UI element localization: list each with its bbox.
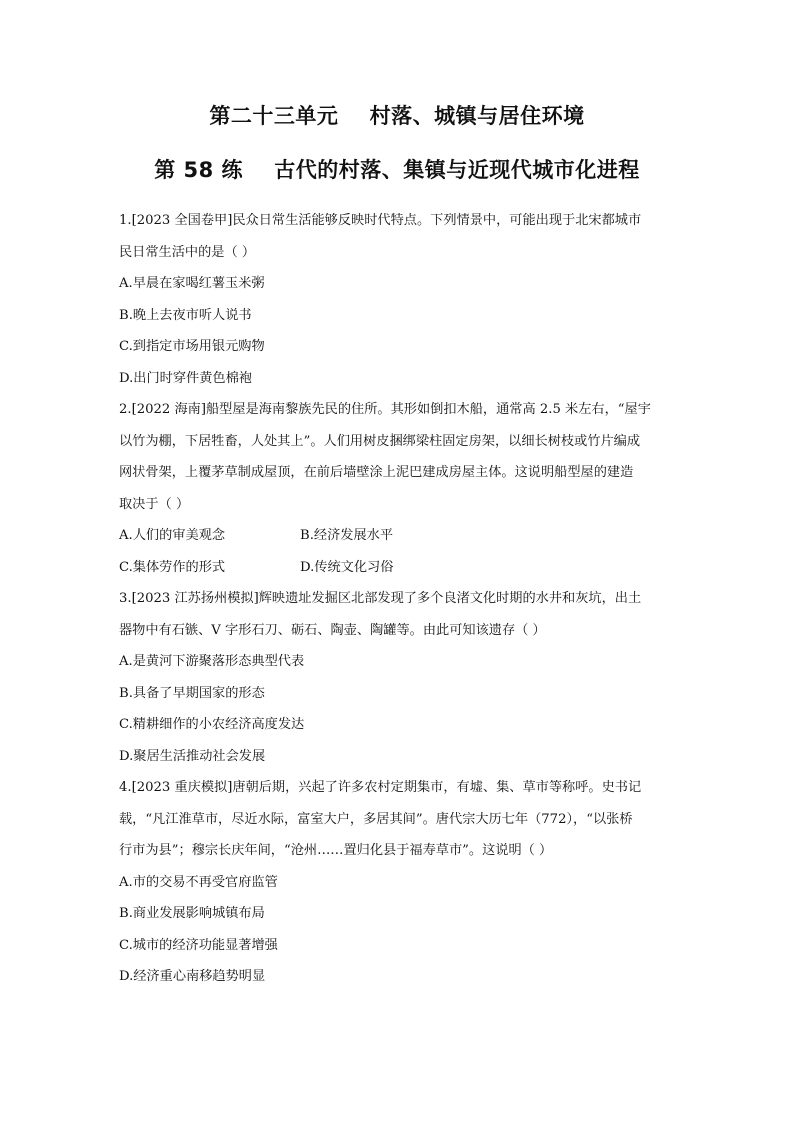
option-b: B.晚上去夜市听人说书	[119, 307, 252, 323]
option-row	[119, 520, 679, 552]
option-row	[119, 552, 679, 584]
option-d: D.聚居生活推动社会发展	[119, 748, 266, 764]
question-stem-line: 网状骨架，上覆茅草制成屋顶，在前后墙壁涂上泥巴建成房屋主体。这说明船型屋的建造	[119, 465, 634, 480]
option-b: B.具备了早期国家的形态	[119, 685, 265, 701]
question-stem-line: 行市为县”；穆宗长庆年间，“沧州……置归化县于福寿草市”。这说明（ ）	[119, 843, 553, 858]
question-3	[119, 583, 679, 772]
option-d: D.传统文化习俗	[300, 559, 394, 575]
question-4	[119, 772, 679, 993]
question-stem-line: 4.[2023 重庆模拟]唐朝后期，兴起了许多农村定期集市，有墟、集、草市等称呼。史书记	[119, 780, 642, 795]
option-a: A.人们的审美观念	[119, 528, 226, 543]
option-b: B.经济发展水平	[300, 528, 394, 543]
option-d: D.经济重心南移趋势明显	[119, 969, 266, 984]
question-stem-line: 民日常生活中的是（ ）	[119, 244, 256, 260]
lesson-title: 第 58 练 古代的村落、集镇与近现代城市化进程	[154, 158, 640, 182]
option-c: C.城市的经济功能显著增强	[119, 937, 278, 953]
option-d: D.出门时穿件黄色棉袍	[119, 370, 252, 386]
question-stem-line: 器物中有石镞、V 字形石刀、砺石、陶壶、陶罐等。由此可知该遗存（ ）	[119, 622, 546, 638]
question-stem-line: 1.[2023 全国卷甲]民众日常生活能够反映时代特点。下列情景中，可能出现于北宋都城市	[119, 213, 642, 228]
option-a: A.是黄河下游聚落形态典型代表	[119, 654, 305, 669]
question-2	[119, 394, 679, 583]
question-stem-line: 载，“凡江淮草市，尽近水际，富室大户，多居其间”。唐代宗大历七年（772），“以张桥	[119, 811, 633, 827]
option-a: A.市的交易不再受官府监管	[119, 874, 278, 890]
question-stem-line: 取决于（ ）	[119, 496, 190, 512]
option-c: C.到指定市场用银元购物	[119, 339, 265, 354]
option-c: C.精耕细作的小农经济高度发达	[119, 717, 305, 732]
option-a: A.早晨在家喝红薯玉米粥	[119, 276, 265, 291]
unit-title: 第二十三单元 村落、城镇与居住环境	[209, 104, 585, 128]
question-stem-line: 以竹为棚，下居牲畜，人处其上”。人们用树皮捆绑梁柱固定房架，以细长树枝或竹片编成	[119, 433, 641, 449]
question-list	[119, 205, 679, 993]
question-1	[119, 205, 679, 394]
option-c: C.集体劳作的形式	[119, 559, 226, 575]
question-stem-line: 2.[2022 海南]船型屋是海南黎族先民的住所。其形如倒扣木船，通常高 2.5 米左右，“屋宇	[119, 402, 651, 417]
option-b: B.商业发展影响城镇布局	[119, 906, 265, 921]
question-stem-line: 3.[2023 江苏扬州模拟]辉映遗址发掘区北部发现了多个良渚文化时期的水井和灰坑，出土	[119, 591, 642, 606]
